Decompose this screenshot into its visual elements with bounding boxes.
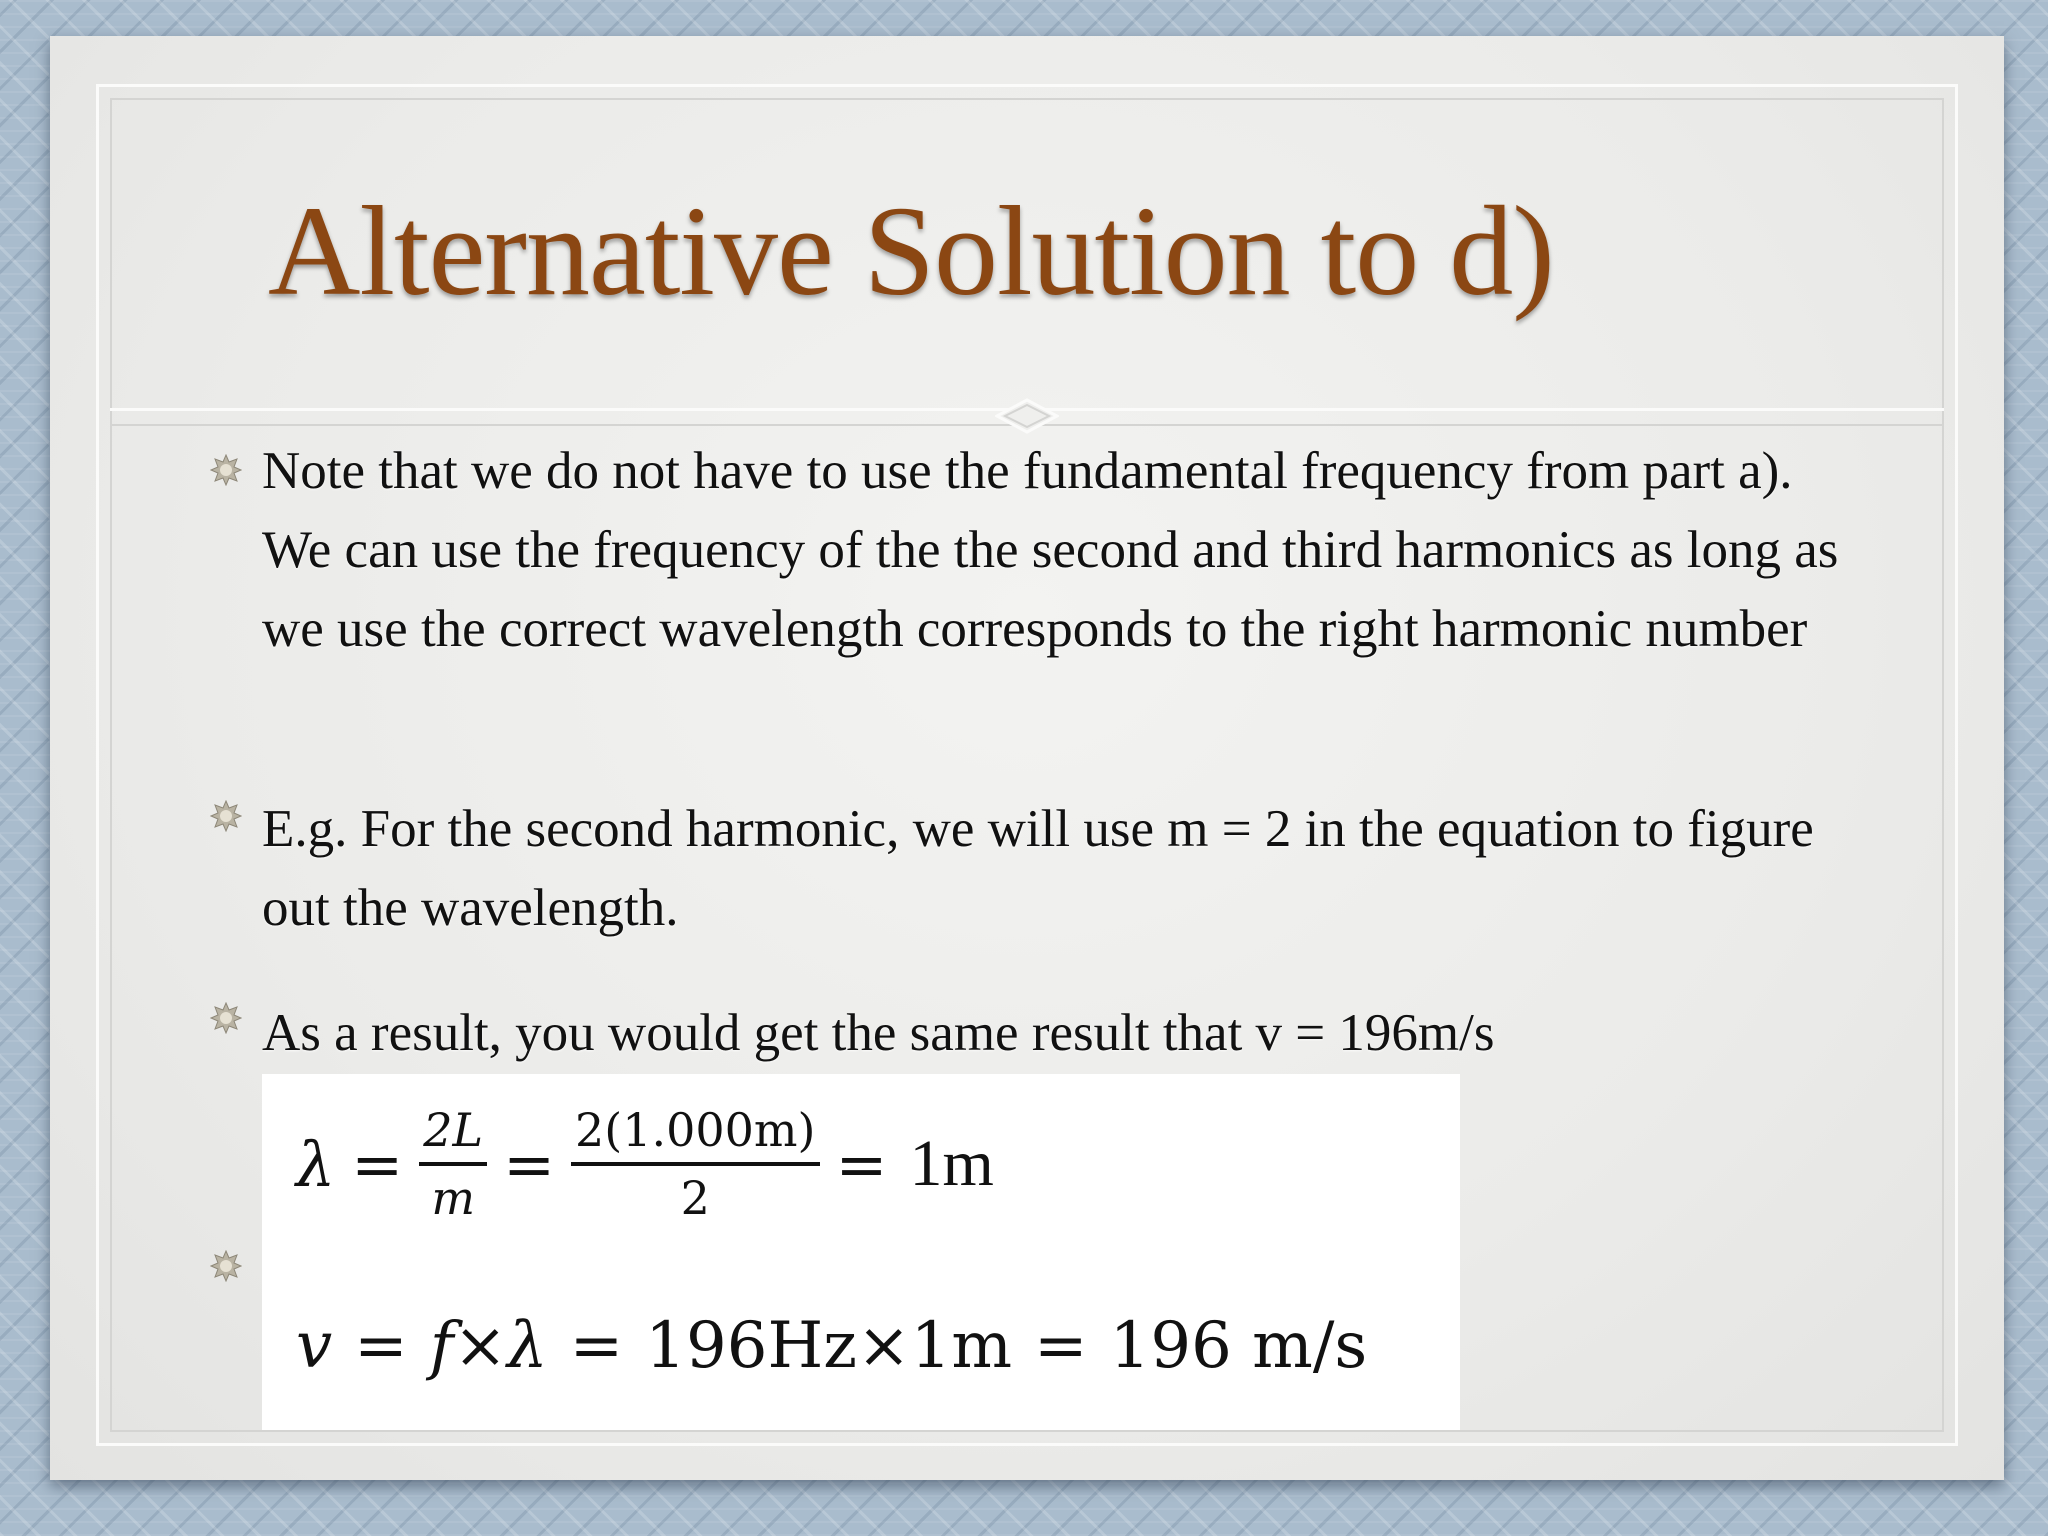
eq-fraction-numerator: 2(1.000m) <box>571 1102 819 1166</box>
eq-result: 196 m/s <box>1109 1309 1368 1383</box>
eq-equals: = <box>354 1309 408 1383</box>
eq-equals: = <box>569 1309 624 1383</box>
slide-title: Alternative Solution to d) <box>268 180 1554 322</box>
speed-equation <box>296 1296 1367 1396</box>
bullet-text: As a result, you would get the same result that v = 196m/s <box>262 1004 1495 1062</box>
eq-calculation: 196Hz×1m <box>645 1309 1012 1383</box>
wavelength-equation <box>296 1074 994 1254</box>
eq-lambda: λ <box>296 1127 336 1201</box>
eq-equals: = <box>351 1127 404 1201</box>
eq-fraction-denominator: 2 <box>680 1171 710 1225</box>
eq-equals: = <box>835 1127 888 1201</box>
bullet-text: E.g. For the second harmonic, we will use m = 2 in the equation to figure out the wavelength. <box>262 800 1814 937</box>
eq-fraction-numerator: 2L <box>419 1102 487 1166</box>
star-bullet-icon <box>210 1002 242 1034</box>
bullet-text: Note that we do not have to use the fundamental frequency from part a). We can use the frequency of the the second and third harmonics as long as we use the correct wavelength corresponds to the right harmonic number <box>262 442 1839 658</box>
eq-v: v <box>296 1309 333 1383</box>
eq-equals: = <box>1034 1309 1088 1383</box>
eq-fraction-value <box>571 1102 819 1226</box>
eq-result: 1m <box>909 1127 994 1200</box>
star-bullet-icon <box>210 454 242 486</box>
star-bullet-icon <box>210 800 242 832</box>
eq-f-times-lambda: f×λ <box>429 1309 548 1383</box>
eq-fraction-denominator: m <box>431 1171 475 1225</box>
divider-ornament-icon <box>995 398 1059 434</box>
equation-image <box>262 1074 1460 1430</box>
star-bullet-icon <box>210 1250 242 1282</box>
eq-fraction-2l-over-m <box>419 1102 487 1226</box>
eq-equals: = <box>503 1127 556 1201</box>
